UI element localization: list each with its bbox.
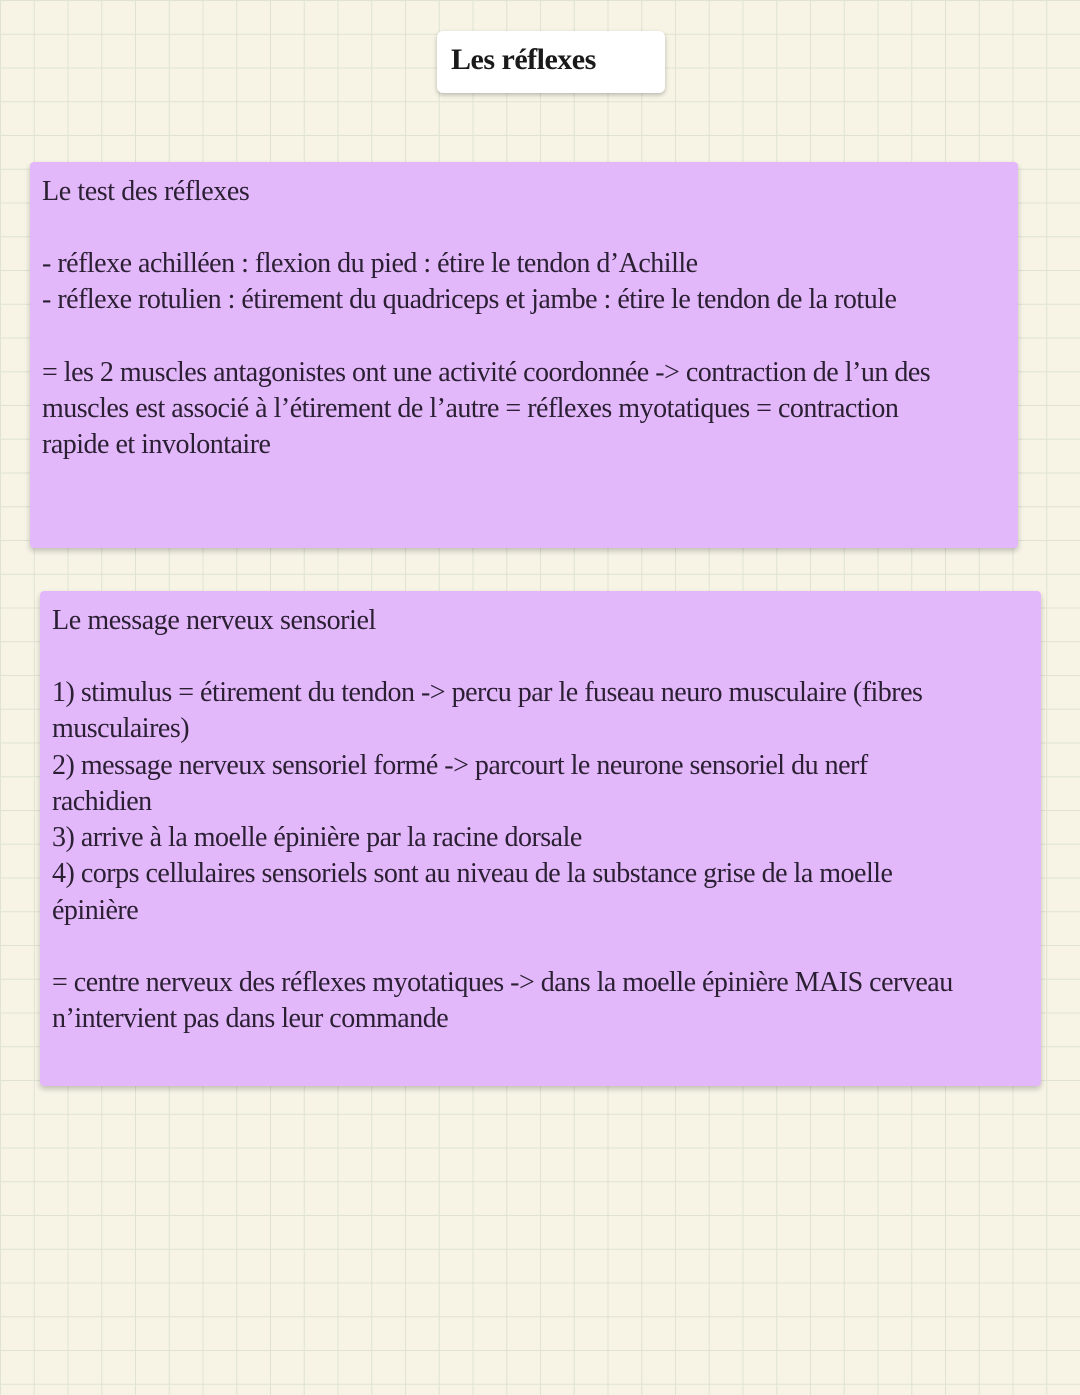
conclusion-line: muscles est associé à l’étirement de l’autre = réflexes myotatiques = contraction <box>42 392 899 424</box>
note-card-sensory-message <box>40 591 1041 1086</box>
card-heading: Le test des réflexes <box>42 176 250 207</box>
spacer <box>42 210 1006 246</box>
page-title: Les réflexes <box>451 43 596 76</box>
spacer <box>52 639 1029 675</box>
conclusion-line: rapide et involontaire <box>42 429 271 461</box>
conclusion-line: = centre nerveux des réflexes myotatiques -> dans la moelle épinière MAIS cerveau <box>52 967 953 999</box>
list-item: 1) stimulus = étirement du tendon -> percu par le fuseau neuro musculaire (fibres <box>52 677 923 708</box>
list-item: - réflexe achilléen : flexion du pied : étire le tendon d’Achille <box>42 248 698 279</box>
list-item: 3) arrive à la moelle épinière par la racine dorsale <box>52 822 582 854</box>
list-item: épinière <box>52 894 139 926</box>
list-item: rachidien <box>52 785 152 817</box>
list-item: musculaires) <box>52 713 190 745</box>
card-heading: Le message nerveux sensoriel <box>52 605 376 636</box>
list-item: 4) corps cellulaires sensoriels sont au niveau de la substance grise de la moelle <box>52 858 893 890</box>
note-card-reflex-test <box>30 162 1018 548</box>
list-item: - réflexe rotulien : étirement du quadriceps et jambe : étire le tendon de la rotule <box>42 284 897 316</box>
title-card <box>437 31 665 93</box>
spacer <box>42 319 1006 355</box>
spacer <box>52 929 1029 965</box>
conclusion-line: = les 2 muscles antagonistes ont une activité coordonnée -> contraction de l’un des <box>42 356 931 388</box>
list-item: 2) message nerveux sensoriel formé -> parcourt le neurone sensoriel du nerf <box>52 749 868 781</box>
conclusion-line: n’intervient pas dans leur commande <box>52 1003 449 1035</box>
